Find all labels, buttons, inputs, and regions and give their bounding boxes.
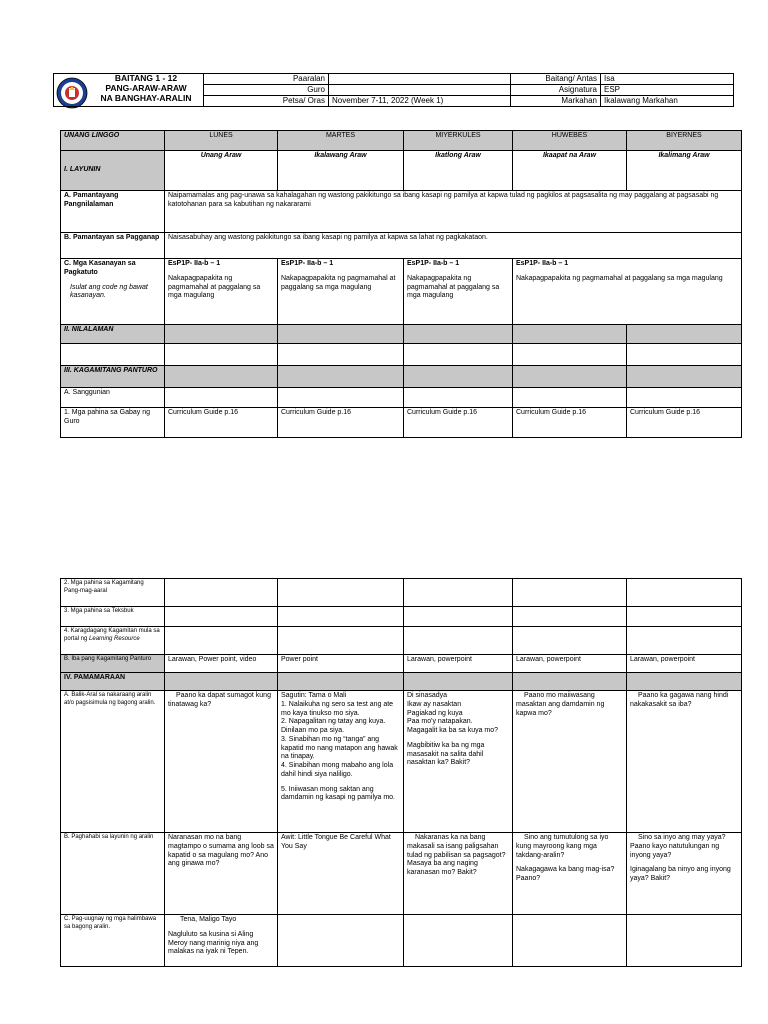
pag-uugnay-mon-title: Tena, Maligo Tayo [180,916,237,923]
pamantayan-pagganap-text: Naisasabuhay ang wastong pakikitungo sa ibang kasapi ng pamilya at kapwa sa lahat ng pagkakataon. [165,233,742,259]
paghahabi-wed [404,833,513,915]
nilalaman-heading: II. NILALAMAN [61,325,165,344]
value-guro [329,85,511,96]
gabay-guro-mon: Curriculum Guide p.16 [165,408,278,438]
label-asignatura: Asignatura [511,85,601,96]
day-num-2: Ikalawang Araw [278,151,404,191]
pamantayang-pangnilalaman-text: Naipamamalas ang pag-unawa sa kahalagahan ng wastong pakikitungo sa ibang kasapi ng pamilya at kapwa tulad ng pagkilos at pagsasalita ng may paggalang at pagsasabi ng katotohanan para sa kabutihan ng nakararami [165,191,742,233]
paghahabi-thu-text: Sino ang tumutulong sa iyo kung mayroong kang mga takdang-aralin? [516,834,609,859]
kagamitan-heading: III. KAGAMITANG PANTURO [61,366,165,388]
day-header-huwebes: HUWEBES [513,131,627,151]
kagamitan-mon: Larawan, Power point, video [165,655,278,673]
header-title-line-3: NA BANGHAY-ARALIN [100,92,192,103]
label-markahan: Markahan [511,96,601,107]
day-header-biyernes: BIYERNES [627,131,742,151]
paghahabi-mon: Naranasan mo na bang magtampo o sumama ang loob sa kapatid o sa magulang mo? Ano ang ginawa mo? [165,833,278,915]
balik-aral-label: A. Balik-Aral sa nakaraang aralin at/o pagsisimula ng bagong aralin. [61,691,165,833]
pag-uugnay-label: C. Pag-uugnay ng mga halimbawa sa bagong aralin. [61,915,165,967]
balik-aral-tue-line-4: 3. Sinabihan mo ng “tanga” ang kapatid mo nang matapon ang hawak na tinapay. [281,735,398,761]
kasanayan-text-thu-fri: Nakapagpapakita ng pagmamahal at paggalang sa mga magulang [516,274,723,282]
balik-aral-wed-line-5: Magagalit ka ba sa kuya mo? [407,727,499,734]
code-tue: EsP1P- IIa-b – 1 [281,260,334,267]
pag-uugnay-mon-text: Nagluluto sa kusina si Aling Meroy nang marinig niya ang malakas na iyak ni Tepen. [168,930,259,956]
paghahabi-wed-text: Nakaranas ka na bang makasali sa isang paligsahan tulad ng pabilisan sa pagsagot? Masaya ba ang naging karanasan mo? Bakit? [407,834,506,876]
label-paaralan: Paaralan [204,74,329,85]
pamantayang-pangnilalaman-label: A. Pamantayang Pangnilalaman [61,191,165,233]
label-guro: Guro [204,85,329,96]
label-baitang: Baitang/ Antas [511,74,601,85]
balik-aral-mon [165,691,278,833]
balik-aral-thu-text: Paano mo maiiwasang masaktan ang damdamin ng kapwa mo? [516,692,605,717]
gabay-guro-tue: Curriculum Guide p.16 [278,408,404,438]
balik-aral-tue-line-2: 1. Nalaikuha ng sero sa test ang ate mo kaya tinukso mo siya. [281,700,394,717]
lesson-plan-table-page-1 [60,130,742,438]
day-header-lunes: LUNES [165,131,278,151]
kasanayan-text-wed: Nakapagpapakita ng pagmamahal at paggalang sa mga magulang [407,274,500,300]
kasanayan-text-mon: Nakapagpapakita ng pagmamahal at paggalang sa mga magulang [168,274,261,300]
sanggunian-label: A. Sanggunian [61,388,165,408]
balik-aral-tue-line-3: 2. Napagalitan ng tatay ang kuya. Dinilaan mo pa siya. [281,718,386,734]
balik-aral-wed-line-4: Paa mo'y natapakan. [407,718,473,726]
day-num-5: Ikalimang Araw [627,151,742,191]
kagamitan-fri: Larawan, powerpoint [627,655,742,673]
paghahabi-thu [513,833,627,915]
layunin-heading: I. LAYUNIN [61,151,165,191]
label-petsa: Petsa/ Oras [204,96,329,107]
paghahabi-fri-text: Sino sa inyo ang may yaya? Paano kayo natutulungan ng inyong yaya? [630,834,726,859]
gabay-guro-label: 1. Mga pahina sa Gabay ng Guro [61,408,165,438]
pamamaraan-heading: IV. PAMAMARAAN [61,673,165,691]
balik-aral-tue [278,691,404,833]
value-markahan: Ikalawang Markahan [601,96,734,107]
balik-aral-tue-line-1: Sagutin: Tama o Mali [281,692,347,699]
iba-pang-kagamitan-label: B. Iba pang Kagamitang Panturo [61,655,165,673]
paghahabi-fri-text-2: Iginagalang ba ninyo ang inyong yaya? Bakit? [630,866,731,882]
kasanayan-tue [278,259,404,325]
day-num-1: Unang Araw [165,151,278,191]
balik-aral-wed [404,691,513,833]
header-title-line-1: BAITANG 1 - 12 [114,73,178,83]
gabay-guro-wed: Curriculum Guide p.16 [404,408,513,438]
balik-aral-fri [627,691,742,833]
kasanayan-text-tue: Nakapagpapakita ng pagmamahal at paggalang sa mga magulang [281,274,396,291]
pag-uugnay-mon [165,915,278,967]
balik-aral-thu [513,691,627,833]
day-header-martes: MARTES [278,131,404,151]
code-wed: EsP1P- IIa-b – 1 [407,260,460,267]
kasanayan-note: Isulat ang code ng bawat kasanayan. [70,283,148,300]
week-label: UNANG LINGGO [61,131,165,151]
kagamitang-mag-aaral-label: 2. Mga pahina sa Kagamitang Pang-mag-aaral [61,579,165,607]
balik-aral-fri-text: Paano ka gagawa nang hindi nakakasakit sa iba? [630,692,729,708]
paghahabi-label: B. Paghahabi sa layunin ng aralin [61,833,165,915]
balik-aral-wed-line-3: Pagiakad ng kuya [407,709,463,717]
balik-aral-wed-line-6: Magbibitiw ka ba ng mga masasakit na salita dahil nasaktan ka? Bakit? [407,741,485,767]
learning-resource-label: Learning Resource [89,635,140,642]
gabay-guro-fri: Curriculum Guide p.16 [627,408,742,438]
paghahabi-thu-text-2: Nakagagawa ka bang mag-isa? Paano? [516,866,615,882]
pamantayan-pagganap-label: B. Pamantayan sa Pagganap [61,233,165,259]
karagdagang-kagamitan-cell [61,627,165,655]
header-title-block [54,74,204,107]
balik-aral-wed-line-2: Ikaw ay nasaktan [407,700,462,708]
kagamitan-tue: Power point [278,655,404,673]
day-num-3: Ikatlong Araw [404,151,513,191]
paghahabi-tue: Awit: Little Tongue Be Careful What You Say [278,833,404,915]
header-title-line-2: PANG-ARAW-ARAW [105,82,187,93]
kasanayan-mon [165,259,278,325]
day-num-4: Ikaapat na Araw [513,151,627,191]
value-baitang: Isa [601,74,734,85]
karagdagang-kagamitan-label: 4. Karagdagang Kagamitan mula sa portal ng [64,628,160,642]
code-thu: EsP1P- IIa-b – 1 [516,260,569,267]
balik-aral-mon-text: Paano ka dapat sumagot kung tinatawag ka? [168,692,271,708]
balik-aral-tue-line-5: 4. Sinabihan mong mabaho ang lola dahil hindi siya naliligo. [281,762,394,778]
balik-aral-wed-line-1: Di sinasadya [407,692,448,699]
lesson-plan-table-page-2 [60,578,742,967]
value-paaralan [329,74,511,85]
kasanayan-thu-fri [513,259,742,325]
gabay-guro-thu: Curriculum Guide p.16 [513,408,627,438]
kasanayan-cell [61,259,165,325]
paghahabi-fri [627,833,742,915]
code-mon: EsP1P- IIa-b – 1 [168,260,221,267]
day-header-miyerkules: MIYERKULES [404,131,513,151]
header-table [53,73,734,107]
kagamitan-wed: Larawan, powerpoint [404,655,513,673]
teksbuk-label: 3. Mga pahina sa Teksbuk [61,607,165,627]
kasanayan-label: C. Mga Kasanayan sa Pagkatuto [64,260,136,276]
value-petsa: November 7-11, 2022 (Week 1) [329,96,511,107]
kasanayan-wed [404,259,513,325]
kagamitan-thu: Larawan, powerpoint [513,655,627,673]
balik-aral-tue-line-6: 5. Iniiwasan mong saktan ang damdamin ng kasapi ng pamilya mo. [281,785,396,802]
value-asignatura: ESP [601,85,734,96]
